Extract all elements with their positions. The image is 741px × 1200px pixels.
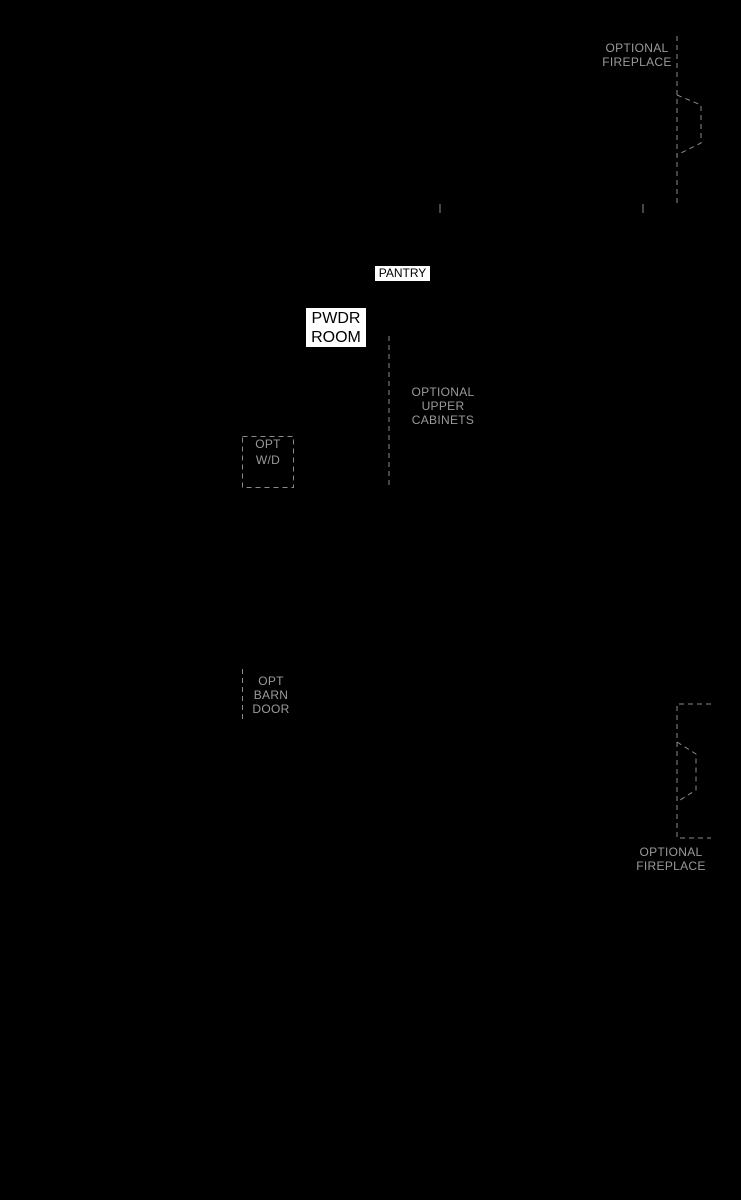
- barn-door-label-line1: OPT: [258, 674, 284, 688]
- powder-room-label-line2: ROOM: [311, 329, 361, 346]
- barn-door-label: [246, 674, 296, 716]
- fireplace-top-label: [600, 41, 674, 69]
- barn-door-label-line2: BARN: [253, 688, 289, 702]
- powder-room-label-line1: PWDR: [311, 310, 361, 327]
- fireplace-bottom-label-line2: FIREPLACE: [636, 859, 706, 873]
- pantry-label: PANTRY: [375, 266, 430, 281]
- fireplace-bottom-box: [677, 704, 711, 838]
- washer-dryer-label-line1: OPT: [255, 437, 281, 451]
- fireplace-bottom-outline: [677, 742, 696, 802]
- upper-cabinets-label-line2: UPPER: [421, 399, 465, 413]
- upper-cabinets-label: [404, 385, 482, 427]
- upper-cabinets-label-line3: CABINETS: [411, 413, 475, 427]
- fireplace-top-label-line2: FIREPLACE: [602, 55, 672, 69]
- fireplace-top-label-line1: OPTIONAL: [605, 41, 669, 55]
- powder-room-label: [306, 308, 366, 347]
- barn-door-label-line3: DOOR: [252, 702, 290, 716]
- washer-dryer-label-line2: W/D: [255, 453, 281, 467]
- fireplace-top-outline: [677, 95, 701, 155]
- fireplace-bottom-label-line1: OPTIONAL: [639, 845, 703, 859]
- washer-dryer-label: [243, 436, 293, 468]
- upper-cabinets-label-line1: OPTIONAL: [411, 385, 475, 399]
- fireplace-bottom-label: [634, 845, 708, 873]
